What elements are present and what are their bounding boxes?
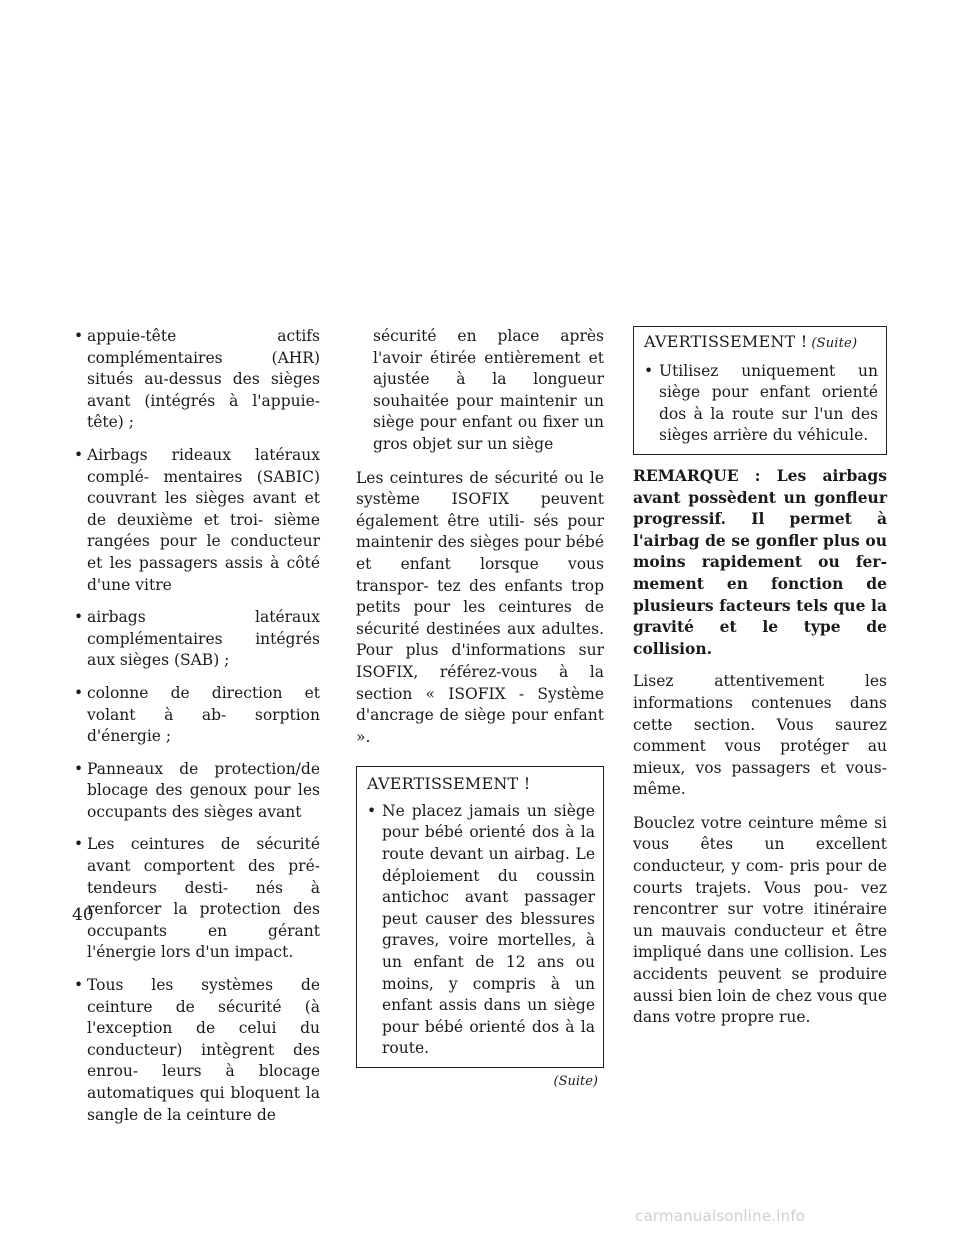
- list-item: • Panneaux de protection/de blocage des genoux pour les occupants des sièges avant: [70, 759, 320, 824]
- paragraph: Lisez attentivement les informations contenues dans cette section. Vous saurez comment vous protéger au mieux, vos passagers et vous-même.: [633, 672, 887, 799]
- column-2: [356, 326, 604, 1093]
- list-item: • colonne de direction et volant à ab- sorption d'énergie ;: [70, 683, 320, 748]
- isofix-paragraph: Les ceintures de sécurité ou le système ISOFIX peuvent également être utili- sés pour maintenir des sièges pour bébé et enfant lorsque vous transpor- tez des enfants trop petits pour les ceintures de sécurité destinées aux adultes. Pour plus d'informations sur ISOFIX, référez-vous à la section « ISOFIX - Système d'ancrage de siège pour enfant ».: [356, 468, 604, 746]
- warning-title: AVERTISSEMENT !: [367, 774, 531, 794]
- suite-label: (Suite): [811, 336, 858, 351]
- warning-title-text: AVERTISSEMENT !: [644, 332, 808, 351]
- warning-item: • Utilisez uniquement un siège pour enfant orienté dos à la route sur l'un des sièges arrière du véhicule.: [644, 361, 878, 447]
- column-3: [633, 326, 887, 1041]
- suite-label: (Suite): [553, 1074, 598, 1089]
- warning-item: • Ne placez jamais un siège pour bébé orienté dos à la route devant un airbag. Le déploiement du coussin antichoc avant passager peut causer des blessures graves, voire mortelles, à un enfant de 12 ans ou moins, y compris à un enfant assis dans un siège pour bébé orienté dos à la route.: [367, 801, 595, 1060]
- page-number: 40: [72, 905, 94, 925]
- warning-box: [356, 766, 604, 1068]
- watermark: carmanualsonline.info: [635, 1207, 806, 1225]
- column-1: [70, 326, 320, 1137]
- paragraph: Bouclez votre ceinture même si vous êtes un excellent conducteur, y com- pris pour de courts trajets. Vous pou- vez rencontrer sur votre itinéraire un mauvais conducteur et être impliqué dans une collision. Les accidents peuvent se produire aussi bien loin de chez vous que dans votre propre rue.: [633, 813, 887, 1027]
- safety-feature-list: [70, 326, 320, 1126]
- list-item: • Les ceintures de sécurité avant comportent des pré-tendeurs desti- nés à renforcer la protection des occupants en gérant l'énergie lors d'un impact.: [70, 834, 320, 964]
- bullet-continuation: sécurité en place après l'avoir étirée entièrement et ajustée à la longueur souhaitée pour maintenir un siège pour enfant ou fixer un gros objet sur un siège: [373, 327, 604, 453]
- list-item: • Airbags rideaux latéraux complé- mentaires (SABIC) couvrant les sièges avant et de deuxième et troi- sième rangées pour le conducteur et les passagers assis à côté d'une vitre: [70, 445, 320, 596]
- remarque-note: REMARQUE : Les airbags avant possèdent un gonfleur progressif. Il permet à l'airbag de se gonfler plus ou moins rapidement ou fer- mement en fonction de plusieurs facteurs tels que la gravité et le type de collision.: [633, 465, 887, 658]
- warning-title: [644, 331, 878, 355]
- warning-box-continued: [633, 326, 887, 455]
- list-item: • appuie-tête actifs complémentaires (AHR) situés au-dessus des sièges avant (intégrés à l'appuie-tête) ;: [70, 326, 320, 434]
- list-item: • Tous les systèmes de ceinture de sécurité (à l'exception de celui du conducteur) intègrent des enrou- leurs à blocage automatiques qui bloquent la sangle de la ceinture de: [70, 975, 320, 1126]
- list-item: • airbags latéraux complémentaires intégrés aux sièges (SAB) ;: [70, 607, 320, 672]
